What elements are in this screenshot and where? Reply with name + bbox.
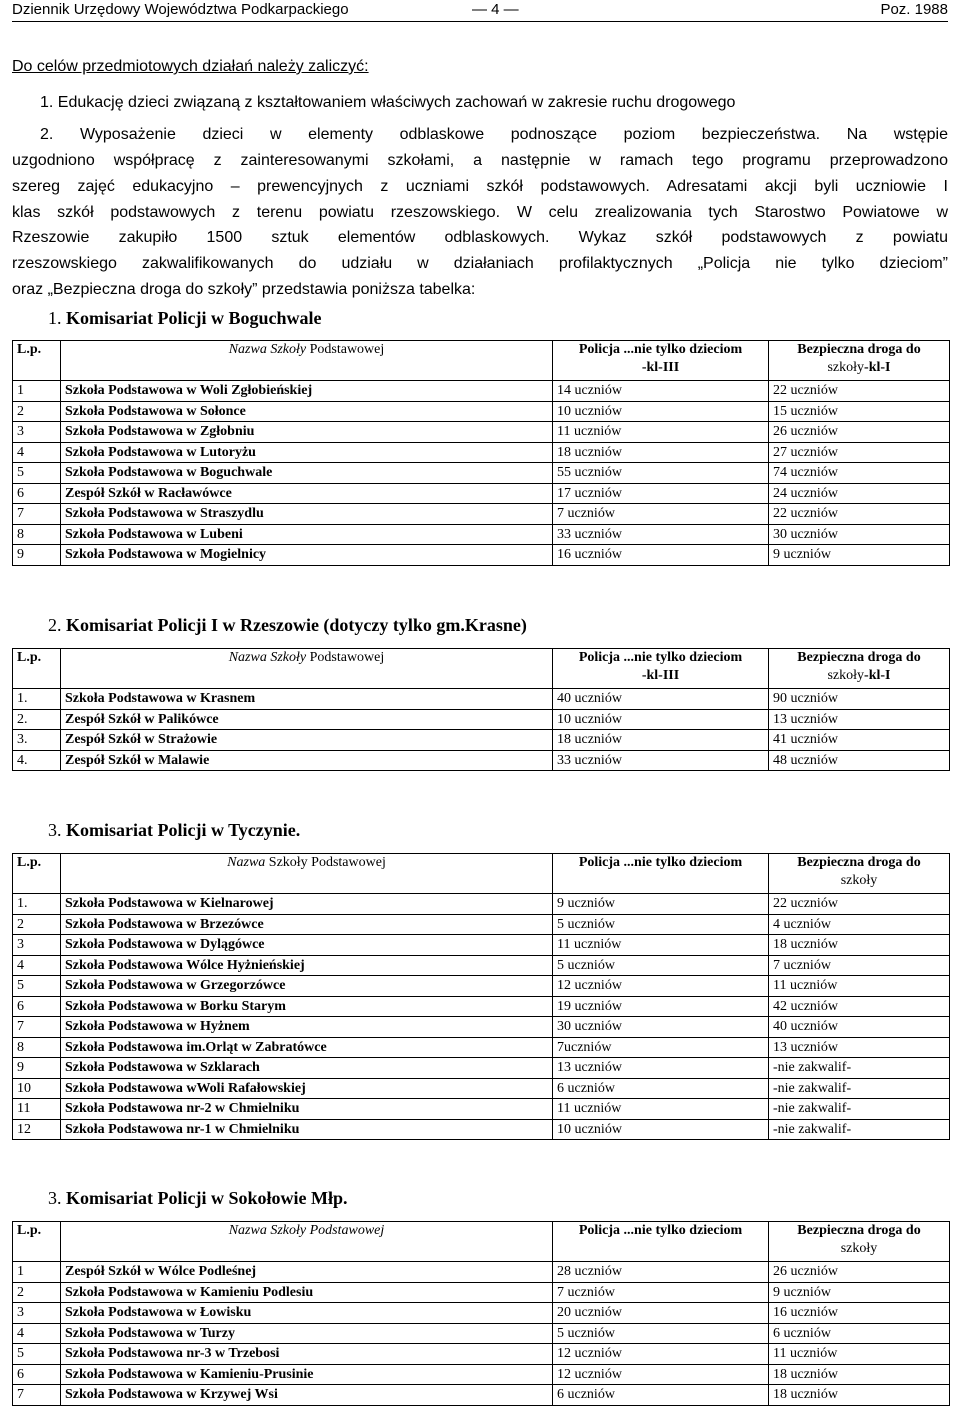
cell-school-name: Szkoła Podstawowa nr-1 w Chmielniku — [61, 1119, 553, 1140]
cell-school-name: Szkoła Podstawowa w Boguchwale — [61, 463, 553, 484]
cell-lp: 3 — [13, 1303, 61, 1324]
cell-program-2-count: 74 uczniów — [769, 463, 950, 484]
table-header-row — [13, 341, 950, 381]
table-row — [13, 1323, 950, 1344]
table-row — [13, 545, 950, 566]
cell-program-1-count: 6 uczniów — [553, 1385, 769, 1406]
cell-lp: 6 — [13, 996, 61, 1017]
cell-program-2-count: 30 uczniów — [769, 524, 950, 545]
cell-school-name: Szkoła Podstawowa w Krzywej Wsi — [61, 1385, 553, 1406]
cell-school-name: Szkoła Podstawowa w Brzezówce — [61, 914, 553, 935]
cell-school-name: Zespół Szkół w Racławówce — [61, 483, 553, 504]
cell-program-2-count: 13 uczniów — [769, 1037, 950, 1058]
cell-lp: 3 — [13, 935, 61, 956]
table-row — [13, 1262, 950, 1283]
cell-lp: 6 — [13, 483, 61, 504]
cell-program-2-count: 6 uczniów — [769, 1323, 950, 1344]
cell-school-name: Szkoła Podstawowa w Hyżnem — [61, 1017, 553, 1038]
table-header-row — [13, 854, 950, 894]
cell-program-2-count: 24 uczniów — [769, 483, 950, 504]
section-title — [48, 615, 527, 636]
header-program-2: Bezpieczna droga do szkoły-kl-I — [769, 341, 950, 381]
cell-program-1-count: 33 uczniów — [553, 524, 769, 545]
cell-program-1-count: 55 uczniów — [553, 463, 769, 484]
cell-lp: 4 — [13, 955, 61, 976]
cell-school-name: Szkoła Podstawowa w Kamieniu Podlesiu — [61, 1282, 553, 1303]
school-table — [12, 853, 950, 1140]
header-school-name: Nazwa Szkoły Podstawowej — [61, 649, 553, 689]
cell-program-2-count: 41 uczniów — [769, 730, 950, 751]
journal-title: Dziennik Urzędowy Województwa Podkarpackiego — [12, 1, 349, 18]
cell-school-name: Szkoła Podstawowa im.Orląt w Zabratówce — [61, 1037, 553, 1058]
table-row — [13, 401, 950, 422]
cell-lp: 1. — [13, 689, 61, 710]
cell-lp: 2 — [13, 401, 61, 422]
cell-program-1-count: 5 uczniów — [553, 914, 769, 935]
paragraph-line: 2. Wyposażenie dzieci w elementy odblaskowe podnoszące poziom bezpieczeństwa. Na wstępie — [40, 126, 948, 143]
section-title — [48, 308, 321, 329]
table-row — [13, 1282, 950, 1303]
section-number: 3. — [48, 1188, 62, 1208]
cell-program-2-count: 22 uczniów — [769, 381, 950, 402]
table-row — [13, 504, 950, 525]
cell-program-1-count: 6 uczniów — [553, 1078, 769, 1099]
paragraph-line: oraz „Bezpieczna droga do szkoły” przedstawia poniższa tabelka: — [12, 281, 476, 298]
cell-lp: 1 — [13, 381, 61, 402]
cell-program-1-count: 10 uczniów — [553, 401, 769, 422]
cell-program-2-count: 22 uczniów — [769, 894, 950, 915]
section-number: 2. — [48, 615, 62, 635]
section-name: Komisariat Policji w Tyczynie. — [66, 820, 301, 840]
cell-school-name: Szkoła Podstawowa w Kielnarowej — [61, 894, 553, 915]
position-number: Poz. 1988 — [880, 1, 948, 18]
cell-program-1-count: 7 uczniów — [553, 1282, 769, 1303]
intro-line: Do celów przedmiotowych działań należy zaliczyć: — [12, 58, 369, 75]
cell-school-name: Zespół Szkół w Strażowie — [61, 730, 553, 751]
header-school-name: Nazwa Szkoły Podstawowej — [61, 854, 553, 894]
cell-school-name: Szkoła Podstawowa wWoli Rafałowskiej — [61, 1078, 553, 1099]
table-header-row — [13, 649, 950, 689]
cell-program-2-count: 13 uczniów — [769, 709, 950, 730]
table-row — [13, 955, 950, 976]
cell-school-name: Zespół Szkół w Wólce Podleśnej — [61, 1262, 553, 1283]
table-row — [13, 996, 950, 1017]
cell-school-name: Zespół Szkół w Malawie — [61, 750, 553, 771]
cell-school-name: Szkoła Podstawowa nr-2 w Chmielniku — [61, 1099, 553, 1120]
header-program-1: Policja ...nie tylko dzieciom -kl-III — [553, 649, 769, 689]
table-row — [13, 422, 950, 443]
table-row — [13, 914, 950, 935]
cell-school-name: Szkoła Podstawowa w Szklarach — [61, 1058, 553, 1079]
section-title — [48, 820, 300, 841]
section-name: Komisariat Policji w Boguchwale — [66, 308, 322, 328]
cell-program-1-count: 17 uczniów — [553, 483, 769, 504]
cell-school-name: Szkoła Podstawowa w Zgłobniu — [61, 422, 553, 443]
cell-lp: 8 — [13, 524, 61, 545]
cell-lp: 7 — [13, 1017, 61, 1038]
table-row — [13, 750, 950, 771]
cell-lp: 6 — [13, 1364, 61, 1385]
cell-lp: 2. — [13, 709, 61, 730]
page-number: — 4 — — [472, 1, 519, 18]
cell-program-2-count: 18 uczniów — [769, 1385, 950, 1406]
cell-program-1-count: 18 uczniów — [553, 442, 769, 463]
section-title — [48, 1188, 347, 1209]
cell-program-2-count: -nie zakwalif- — [769, 1119, 950, 1140]
cell-lp: 8 — [13, 1037, 61, 1058]
header-school-name: Nazwa Szkoły Podstawowej — [61, 1222, 553, 1262]
cell-school-name: Szkoła Podstawowa nr-3 w Trzebosi — [61, 1344, 553, 1365]
list-item-1: 1. Edukację dzieci związaną z kształtowaniem właściwych zachowań w zakresie ruchu drogowego — [40, 94, 736, 111]
header-lp: L.p. — [13, 649, 61, 689]
table-row — [13, 1017, 950, 1038]
cell-program-2-count: 40 uczniów — [769, 1017, 950, 1038]
table-row — [13, 524, 950, 545]
cell-program-2-count: 11 uczniów — [769, 976, 950, 997]
section-number: 3. — [48, 820, 62, 840]
school-table — [12, 1221, 950, 1406]
cell-program-2-count: 9 uczniów — [769, 545, 950, 566]
cell-school-name: Szkoła Podstawowa w Turzy — [61, 1323, 553, 1344]
cell-program-1-count: 19 uczniów — [553, 996, 769, 1017]
cell-lp: 4. — [13, 750, 61, 771]
table-header-row — [13, 1222, 950, 1262]
school-table — [12, 648, 950, 771]
table-row — [13, 976, 950, 997]
header-program-1: Policja ...nie tylko dzieciom — [553, 1222, 769, 1262]
cell-program-1-count: 9 uczniów — [553, 894, 769, 915]
cell-lp: 3. — [13, 730, 61, 751]
header-program-2: Bezpieczna droga do szkoły — [769, 1222, 950, 1262]
section-number: 1. — [48, 308, 62, 328]
header-program-2: Bezpieczna droga do szkoły — [769, 854, 950, 894]
paragraph-line: szereg zajęć edukacyjno – prewencyjnych z uczniami szkół podstawowych. Adresatami akcji byli uczniowie I — [12, 178, 948, 195]
cell-program-1-count: 18 uczniów — [553, 730, 769, 751]
cell-lp: 4 — [13, 1323, 61, 1344]
header-lp: L.p. — [13, 341, 61, 381]
cell-program-1-count: 10 uczniów — [553, 709, 769, 730]
cell-program-1-count: 40 uczniów — [553, 689, 769, 710]
cell-program-1-count: 20 uczniów — [553, 1303, 769, 1324]
table-row — [13, 1058, 950, 1079]
cell-lp: 3 — [13, 422, 61, 443]
table-row — [13, 1303, 950, 1324]
cell-program-2-count: 7 uczniów — [769, 955, 950, 976]
table-row — [13, 935, 950, 956]
cell-program-1-count: 28 uczniów — [553, 1262, 769, 1283]
table-row — [13, 1364, 950, 1385]
table-row — [13, 1099, 950, 1120]
cell-lp: 11 — [13, 1099, 61, 1120]
page-header — [12, 0, 948, 22]
cell-program-2-count: 18 uczniów — [769, 1364, 950, 1385]
cell-program-2-count: 42 uczniów — [769, 996, 950, 1017]
cell-program-1-count: 12 uczniów — [553, 976, 769, 997]
table-row — [13, 381, 950, 402]
section-name: Komisariat Policji w Sokołowie Młp. — [66, 1188, 348, 1208]
cell-program-2-count: 11 uczniów — [769, 1344, 950, 1365]
cell-program-1-count: 13 uczniów — [553, 1058, 769, 1079]
cell-program-2-count: 15 uczniów — [769, 401, 950, 422]
cell-program-2-count: 27 uczniów — [769, 442, 950, 463]
cell-program-2-count: 18 uczniów — [769, 935, 950, 956]
cell-program-1-count: 5 uczniów — [553, 955, 769, 976]
table-row — [13, 1344, 950, 1365]
header-lp: L.p. — [13, 854, 61, 894]
cell-school-name: Szkoła Podstawowa w Woli Zgłobieńskiej — [61, 381, 553, 402]
cell-school-name: Szkoła Podstawowa w Krasnem — [61, 689, 553, 710]
header-lp: L.p. — [13, 1222, 61, 1262]
paragraph-line: uzgodniono współpracę z zainteresowanymi szkołami, a następnie w ramach tego programu przeprowadzono — [12, 152, 948, 169]
table-row — [13, 894, 950, 915]
cell-lp: 2 — [13, 914, 61, 935]
cell-lp: 5 — [13, 1344, 61, 1365]
cell-program-2-count: 48 uczniów — [769, 750, 950, 771]
table-row — [13, 463, 950, 484]
cell-program-2-count: -nie zakwalif- — [769, 1058, 950, 1079]
cell-program-1-count: 12 uczniów — [553, 1344, 769, 1365]
cell-program-2-count: 16 uczniów — [769, 1303, 950, 1324]
cell-program-2-count: 4 uczniów — [769, 914, 950, 935]
cell-program-1-count: 11 uczniów — [553, 935, 769, 956]
cell-program-2-count: 90 uczniów — [769, 689, 950, 710]
cell-lp: 7 — [13, 504, 61, 525]
cell-school-name: Szkoła Podstawowa w Kamieniu-Prusinie — [61, 1364, 553, 1385]
cell-lp: 9 — [13, 545, 61, 566]
table-row — [13, 1119, 950, 1140]
cell-lp: 12 — [13, 1119, 61, 1140]
cell-program-2-count: 9 uczniów — [769, 1282, 950, 1303]
cell-program-2-count: 26 uczniów — [769, 422, 950, 443]
cell-lp: 9 — [13, 1058, 61, 1079]
cell-program-1-count: 11 uczniów — [553, 1099, 769, 1120]
cell-program-2-count: 22 uczniów — [769, 504, 950, 525]
header-program-1: Policja ...nie tylko dzieciom -kl-III — [553, 341, 769, 381]
cell-lp: 4 — [13, 442, 61, 463]
cell-program-2-count: -nie zakwalif- — [769, 1078, 950, 1099]
table-row — [13, 483, 950, 504]
cell-lp: 7 — [13, 1385, 61, 1406]
table-row — [13, 1385, 950, 1406]
cell-lp: 1 — [13, 1262, 61, 1283]
cell-program-1-count: 30 uczniów — [553, 1017, 769, 1038]
cell-lp: 1. — [13, 894, 61, 915]
cell-program-1-count: 10 uczniów — [553, 1119, 769, 1140]
header-school-name: Nazwa Szkoły Podstawowej — [61, 341, 553, 381]
cell-school-name: Szkoła Podstawowa w Dylągówce — [61, 935, 553, 956]
cell-program-2-count: 26 uczniów — [769, 1262, 950, 1283]
cell-program-1-count: 16 uczniów — [553, 545, 769, 566]
cell-school-name: Szkoła Podstawowa w Mogielnicy — [61, 545, 553, 566]
paragraph-line: klas szkół podstawowych z terenu powiatu rzeszowskiego. W celu zrealizowania tych Starostwo Powiatowe w — [12, 204, 948, 221]
cell-lp: 5 — [13, 976, 61, 997]
table-row — [13, 1078, 950, 1099]
cell-program-1-count: 11 uczniów — [553, 422, 769, 443]
cell-program-1-count: 33 uczniów — [553, 750, 769, 771]
table-row — [13, 442, 950, 463]
table-row — [13, 730, 950, 751]
cell-school-name: Szkoła Podstawowa w Straszydlu — [61, 504, 553, 525]
cell-program-2-count: -nie zakwalif- — [769, 1099, 950, 1120]
cell-school-name: Szkoła Podstawowa w Borku Starym — [61, 996, 553, 1017]
cell-lp: 10 — [13, 1078, 61, 1099]
cell-program-1-count: 7 uczniów — [553, 504, 769, 525]
header-program-1: Policja ...nie tylko dzieciom — [553, 854, 769, 894]
cell-program-1-count: 5 uczniów — [553, 1323, 769, 1344]
cell-school-name: Szkoła Podstawowa w Lutoryżu — [61, 442, 553, 463]
cell-program-1-count: 14 uczniów — [553, 381, 769, 402]
table-row — [13, 689, 950, 710]
cell-school-name: Szkoła Podstawowa w Sołonce — [61, 401, 553, 422]
paragraph-line: Rzeszowie zakupiło 1500 sztuk elementów odblaskowych. Wykaz szkół podstawowych z powiatu — [12, 229, 948, 246]
cell-lp: 2 — [13, 1282, 61, 1303]
cell-school-name: Szkoła Podstawowa w Łowisku — [61, 1303, 553, 1324]
school-table — [12, 340, 950, 566]
table-row — [13, 1037, 950, 1058]
cell-school-name: Szkoła Podstawowa w Lubeni — [61, 524, 553, 545]
table-row — [13, 709, 950, 730]
header-program-2: Bezpieczna droga do szkoły-kl-I — [769, 649, 950, 689]
cell-program-1-count: 7uczniów — [553, 1037, 769, 1058]
paragraph-line: rzeszowskiego zakwalifikowanych do udziału w działaniach profilaktycznych „Policja nie tylko dzieciom” — [12, 255, 948, 272]
cell-program-1-count: 12 uczniów — [553, 1364, 769, 1385]
cell-school-name: Szkoła Podstawowa w Grzegorzówce — [61, 976, 553, 997]
section-name: Komisariat Policji I w Rzeszowie (dotyczy tylko gm.Krasne) — [66, 615, 527, 635]
cell-school-name: Zespół Szkół w Palikówce — [61, 709, 553, 730]
cell-lp: 5 — [13, 463, 61, 484]
cell-school-name: Szkoła Podstawowa Wólce Hyżnieńskiej — [61, 955, 553, 976]
